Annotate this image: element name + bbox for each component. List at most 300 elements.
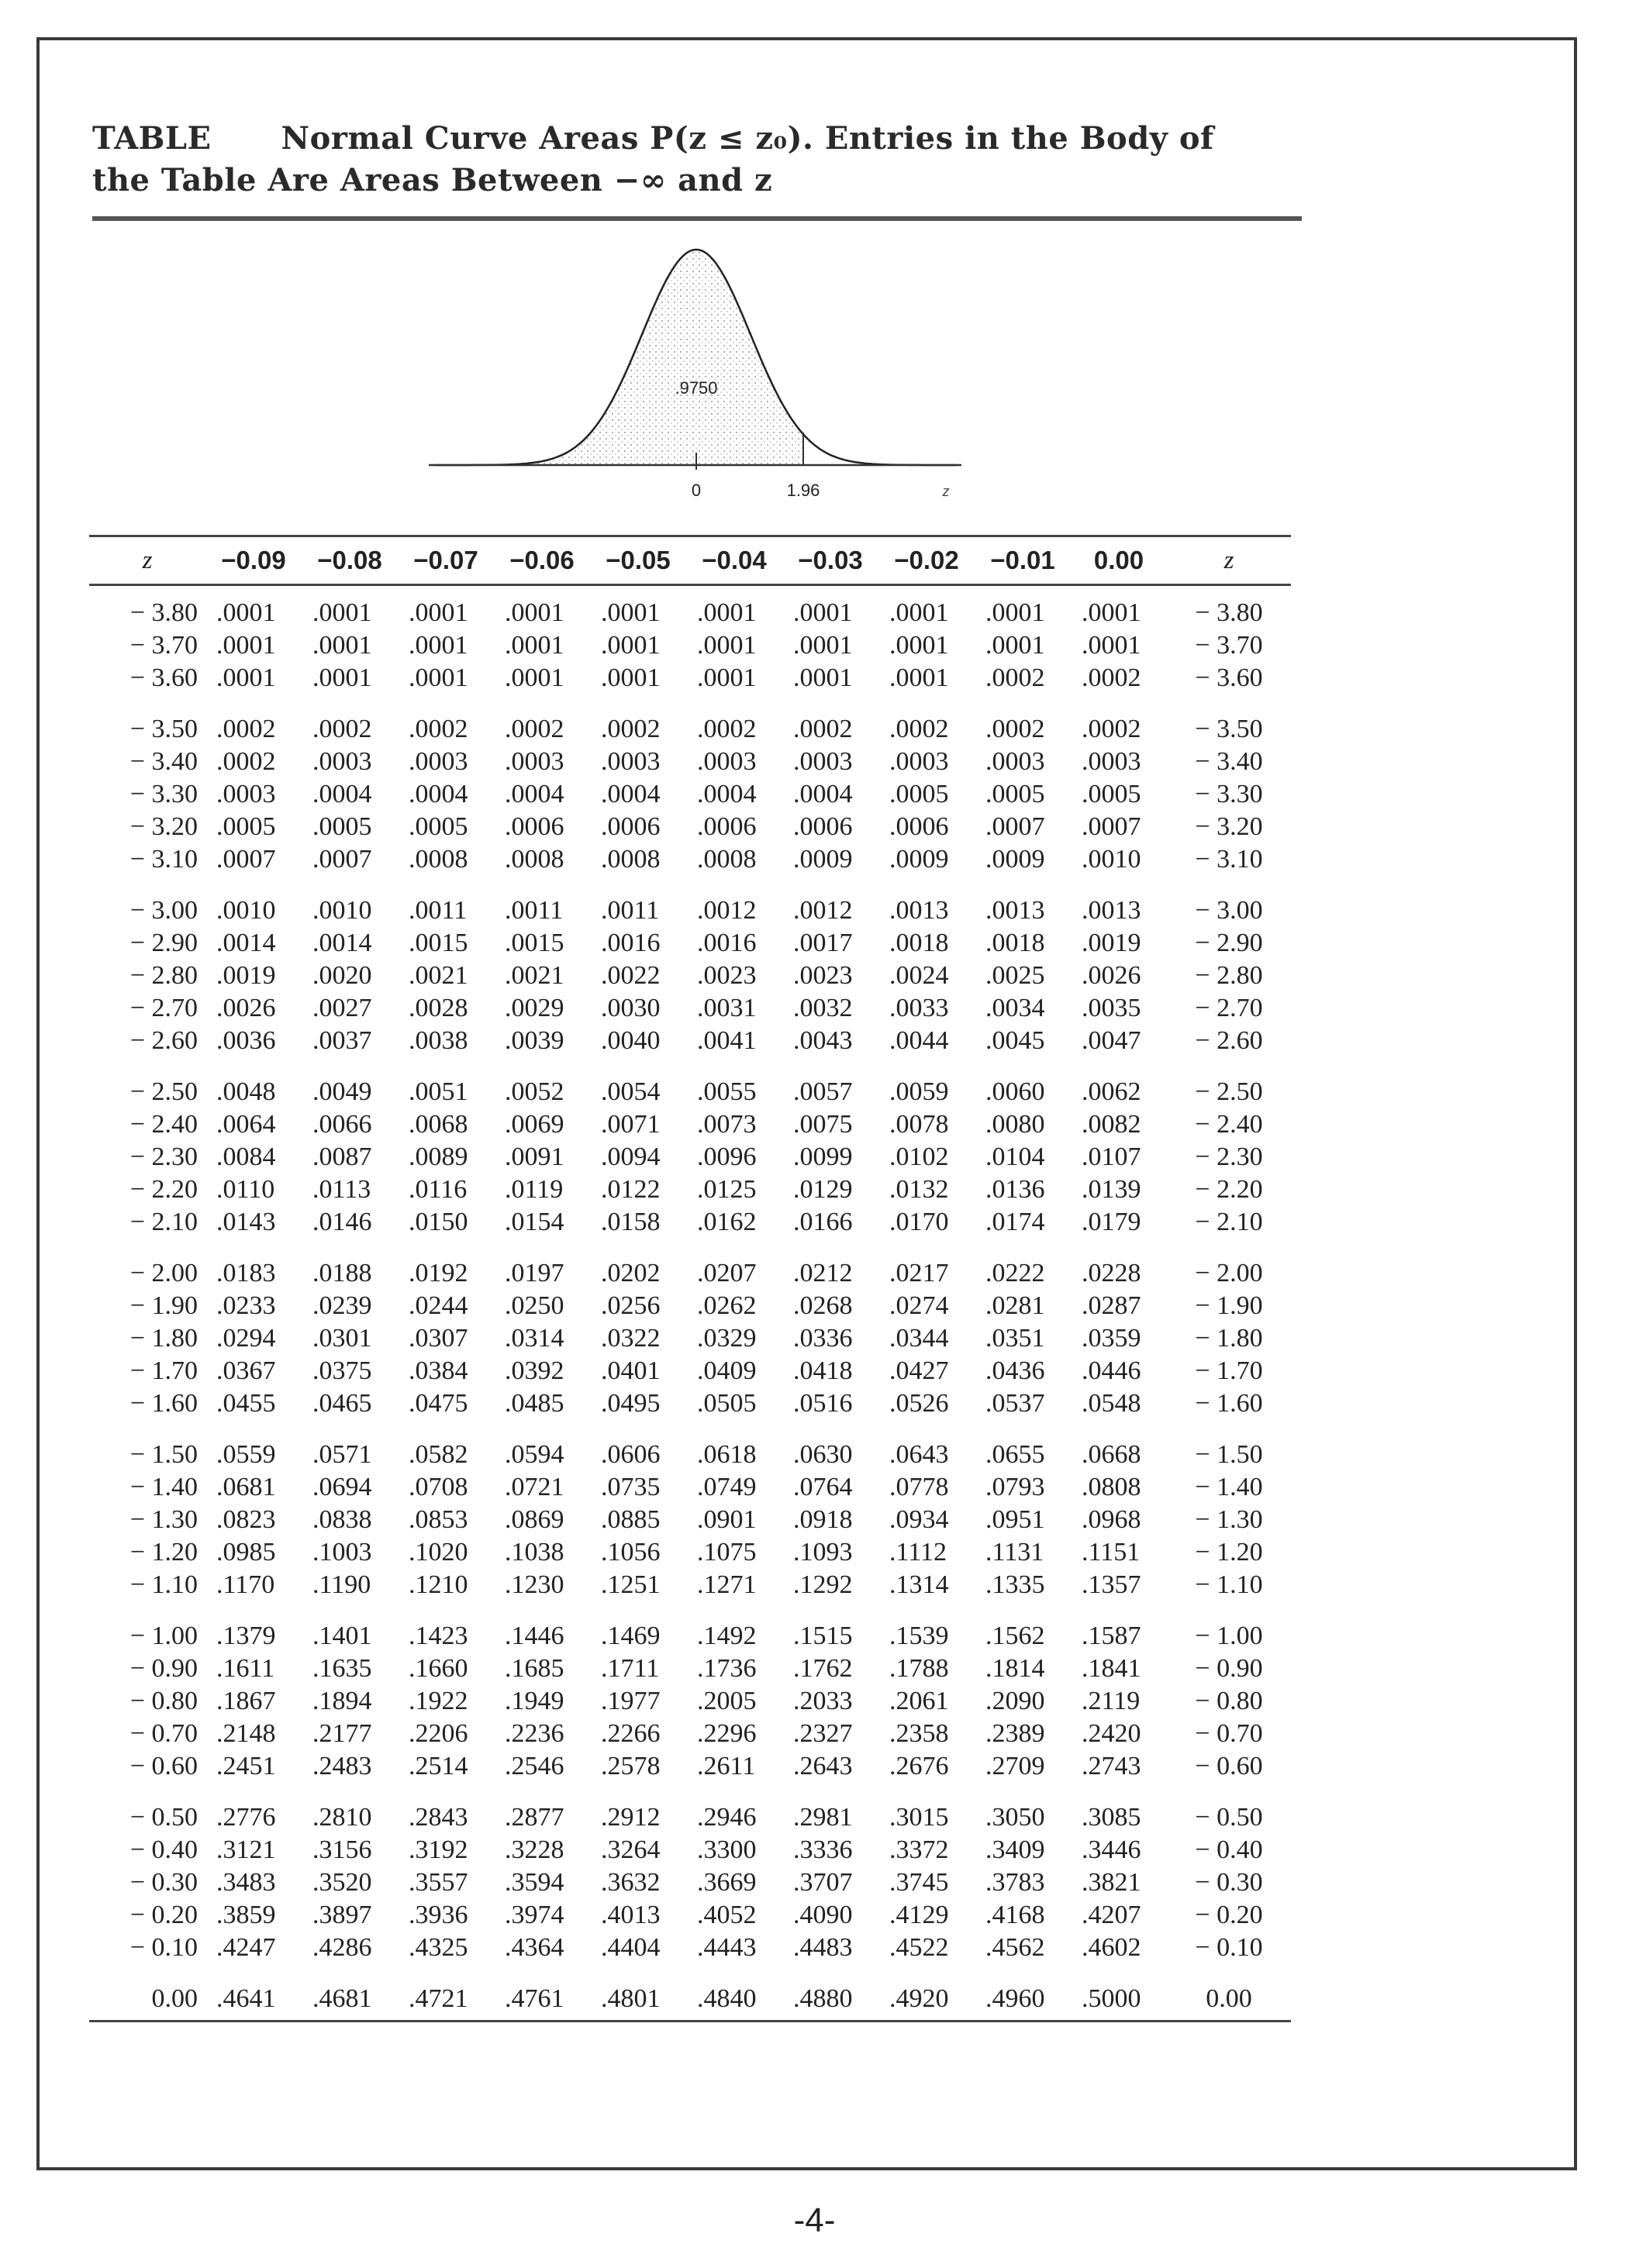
z-value-cell: − 3.20: [129, 812, 198, 841]
area-cell: .0764: [793, 1473, 853, 1501]
area-cell: .3336: [793, 1835, 853, 1864]
area-cell: .0146: [312, 1208, 372, 1236]
area-cell: .1190: [312, 1570, 371, 1599]
area-cell: .0749: [697, 1473, 757, 1501]
area-cell: .0934: [889, 1505, 949, 1534]
area-cell: .2236: [505, 1719, 564, 1748]
area-cell: .2451: [216, 1752, 276, 1780]
area-cell: .2005: [697, 1687, 757, 1715]
z-value-cell: − 3.80: [129, 598, 198, 627]
area-cell: .0011: [409, 896, 468, 925]
area-cell: .0233: [216, 1291, 276, 1320]
area-cell: .0002: [1082, 715, 1141, 743]
area-cell: .0367: [216, 1356, 276, 1385]
area-cell: .2643: [793, 1752, 853, 1780]
area-cell: .2611: [697, 1752, 756, 1780]
z-value-cell-right: − 2.30: [1195, 1143, 1263, 1171]
area-cell: .0008: [409, 845, 468, 874]
column-header: −0.05: [590, 536, 686, 585]
area-cell: .0043: [793, 1026, 853, 1055]
area-cell: .1075: [697, 1538, 757, 1567]
area-cell: .0122: [601, 1175, 661, 1204]
area-cell: .0001: [697, 631, 757, 660]
area-cell: .3121: [216, 1835, 276, 1864]
area-cell: .0244: [409, 1291, 468, 1320]
z-value-cell: − 3.50: [129, 715, 198, 743]
table-row: [89, 1504, 1291, 1536]
area-cell: .0110: [216, 1175, 275, 1204]
area-cell: .0918: [793, 1505, 853, 1534]
area-cell: .0001: [505, 664, 564, 692]
area-cell: .0002: [985, 715, 1045, 743]
table-row: [89, 1355, 1291, 1387]
area-cell: .0035: [1082, 994, 1141, 1022]
area-cell: .0034: [985, 994, 1045, 1022]
area-cell: .1151: [1082, 1538, 1141, 1567]
area-cell: .1762: [793, 1654, 853, 1683]
area-cell: .1922: [409, 1687, 468, 1715]
area-cell: .2843: [409, 1803, 468, 1832]
area-cell: .3557: [409, 1868, 468, 1897]
table-row: [89, 1601, 1291, 1653]
area-cell: .0384: [409, 1356, 468, 1385]
area-cell: .0197: [505, 1259, 564, 1287]
area-cell: .1660: [409, 1654, 468, 1683]
table-row: [89, 1206, 1291, 1239]
area-cell: .0003: [985, 747, 1045, 776]
area-cell: .0003: [697, 747, 757, 776]
area-cell: .1038: [505, 1538, 564, 1567]
area-cell: .0048: [216, 1077, 276, 1106]
table-row: [89, 629, 1291, 662]
area-cell: .0102: [889, 1143, 949, 1171]
area-cell: .0032: [793, 994, 853, 1022]
area-cell: .0013: [889, 896, 949, 925]
z-value-cell: − 1.40: [129, 1473, 198, 1501]
z-value-cell: − 2.30: [129, 1143, 198, 1171]
z-value-cell: − 1.60: [129, 1389, 198, 1418]
area-label: .9750: [675, 378, 718, 398]
area-cell: .0823: [216, 1505, 276, 1534]
area-cell: .0019: [1082, 929, 1141, 957]
table-row: [89, 695, 1291, 746]
table-row: [89, 992, 1291, 1025]
z-value-cell: − 2.50: [129, 1077, 198, 1106]
table-row: [89, 876, 1291, 927]
z-value-cell: − 2.70: [129, 994, 198, 1022]
area-cell: .3707: [793, 1868, 853, 1897]
area-cell: .0055: [697, 1077, 757, 1106]
area-cell: .0001: [697, 598, 757, 627]
area-cell: .1894: [312, 1687, 372, 1715]
area-cell: .1949: [505, 1687, 564, 1715]
area-cell: .0071: [601, 1110, 661, 1139]
z-value-cell: − 0.50: [129, 1803, 198, 1832]
z-value-cell: − 1.00: [129, 1622, 198, 1650]
area-cell: .0015: [505, 929, 564, 957]
table-row: [89, 1290, 1291, 1322]
z-value-cell: − 3.40: [129, 747, 198, 776]
area-cell: .0012: [793, 896, 853, 925]
area-cell: .0008: [697, 845, 757, 874]
area-cell: .2981: [793, 1803, 853, 1832]
area-cell: .0708: [409, 1473, 468, 1501]
area-cell: .0002: [312, 715, 372, 743]
area-cell: .0057: [793, 1077, 853, 1106]
z-value-cell-right: − 2.60: [1195, 1026, 1263, 1055]
column-header: −0.07: [398, 536, 494, 585]
z-value-cell: − 1.50: [129, 1440, 198, 1469]
area-cell: .0029: [505, 994, 564, 1022]
z-value-cell: − 0.10: [129, 1933, 198, 1962]
area-cell: .0582: [409, 1440, 468, 1469]
area-cell: .2743: [1082, 1752, 1141, 1780]
area-cell: .0401: [601, 1356, 661, 1385]
area-cell: .1814: [985, 1654, 1045, 1683]
area-cell: .0516: [793, 1389, 853, 1418]
area-cell: .0001: [1082, 631, 1141, 660]
area-cell: .0001: [793, 598, 853, 627]
area-cell: .0013: [985, 896, 1045, 925]
area-cell: .0013: [1082, 896, 1141, 925]
table-row: [89, 1239, 1291, 1290]
area-cell: .2676: [889, 1752, 949, 1780]
area-cell: .4801: [590, 1964, 686, 2022]
area-cell: .1711: [601, 1654, 660, 1683]
area-cell: .2358: [889, 1719, 949, 1748]
table-row: [89, 960, 1291, 992]
area-cell: .0005: [216, 812, 276, 841]
area-cell: .0375: [312, 1356, 372, 1385]
area-cell: .0089: [409, 1143, 468, 1171]
area-cell: .3409: [985, 1835, 1045, 1864]
area-cell: .3974: [505, 1901, 564, 1929]
z-value-cell-right: − 0.70: [1195, 1719, 1263, 1748]
table-title: [92, 118, 1302, 202]
area-cell: .0084: [216, 1143, 276, 1171]
area-cell: .0262: [697, 1291, 757, 1320]
area-cell: .1492: [697, 1622, 757, 1650]
area-cell: .1977: [601, 1687, 661, 1715]
area-cell: .3050: [985, 1803, 1045, 1832]
area-cell: .3897: [312, 1901, 372, 1929]
area-cell: .4443: [697, 1933, 757, 1962]
area-cell: .0047: [1082, 1026, 1141, 1055]
area-cell: .0039: [505, 1026, 564, 1055]
area-cell: .1335: [985, 1570, 1045, 1599]
area-cell: .4522: [889, 1933, 949, 1962]
z-value-cell-right: − 1.90: [1195, 1291, 1263, 1320]
z-value-cell: − 2.40: [129, 1110, 198, 1139]
z-value-cell: − 2.90: [129, 929, 198, 957]
table-row: [89, 1783, 1291, 1834]
table-body: [89, 585, 1291, 2022]
area-cell: .0174: [985, 1208, 1045, 1236]
z-value-cell-right: − 3.30: [1195, 780, 1263, 808]
area-cell: .0427: [889, 1356, 949, 1385]
normal-table: [89, 535, 1291, 2022]
z-value-cell-right: − 2.90: [1195, 929, 1263, 957]
area-cell: .1788: [889, 1654, 949, 1683]
title-rule: [92, 216, 1302, 221]
z-value-cell: − 2.60: [129, 1026, 198, 1055]
area-cell: .0001: [889, 598, 949, 627]
axis-label-z: z: [942, 484, 950, 499]
area-cell: .0096: [697, 1143, 757, 1171]
area-cell: .0735: [601, 1473, 661, 1501]
area-cell: .0188: [312, 1259, 372, 1287]
area-cell: .4920: [878, 1964, 975, 2022]
area-cell: .0951: [985, 1505, 1045, 1534]
area-cell: .2776: [216, 1803, 276, 1832]
area-cell: .0107: [1082, 1143, 1141, 1171]
area-cell: .1112: [889, 1538, 947, 1567]
z-value-cell-right: − 1.50: [1195, 1440, 1263, 1469]
area-cell: .0643: [889, 1440, 949, 1469]
area-cell: .0351: [985, 1324, 1045, 1353]
area-cell: .1611: [216, 1654, 275, 1683]
area-cell: .0002: [1082, 664, 1141, 692]
area-cell: .0007: [985, 812, 1045, 841]
area-cell: .0001: [985, 631, 1045, 660]
area-cell: .0082: [1082, 1110, 1141, 1139]
area-cell: .0003: [312, 747, 372, 776]
area-cell: .0022: [601, 961, 661, 990]
area-cell: .0301: [312, 1324, 372, 1353]
area-cell: .2546: [505, 1752, 564, 1780]
area-cell: .1867: [216, 1687, 276, 1715]
area-cell: .0021: [505, 961, 564, 990]
area-cell: .1093: [793, 1538, 853, 1567]
area-cell: .0068: [409, 1110, 468, 1139]
area-cell: .0006: [601, 812, 661, 841]
table-row: [89, 843, 1291, 876]
area-cell: .0005: [889, 780, 949, 808]
table-row: [89, 1932, 1291, 1964]
area-cell: .0003: [409, 747, 468, 776]
area-cell: .0001: [889, 631, 949, 660]
area-cell: .4325: [409, 1933, 468, 1962]
table-row: [89, 1322, 1291, 1355]
z-value-cell: − 1.70: [129, 1356, 198, 1385]
column-header: −0.01: [975, 536, 1071, 585]
z-value-cell: − 0.20: [129, 1901, 198, 1929]
area-cell: .1401: [312, 1622, 372, 1650]
area-cell: .0001: [505, 631, 564, 660]
table-row: [89, 1653, 1291, 1685]
area-cell: .1003: [312, 1538, 372, 1567]
area-cell: .0526: [889, 1389, 949, 1418]
area-cell: .4840: [686, 1964, 782, 2022]
area-cell: .0049: [312, 1077, 372, 1106]
table-row: [89, 1685, 1291, 1718]
area-cell: .0001: [409, 631, 468, 660]
area-cell: .0001: [985, 598, 1045, 627]
area-cell: .3594: [505, 1868, 564, 1897]
area-cell: .0006: [697, 812, 757, 841]
area-cell: .1515: [793, 1622, 853, 1650]
area-cell: .4404: [601, 1933, 661, 1962]
area-cell: .1841: [1082, 1654, 1141, 1683]
area-cell: .0018: [985, 929, 1045, 957]
area-cell: .3372: [889, 1835, 949, 1864]
table-row: [89, 1718, 1291, 1750]
area-cell: .0001: [889, 664, 949, 692]
area-cell: .0002: [216, 715, 276, 743]
area-cell: .0222: [985, 1259, 1045, 1287]
area-cell: .0080: [985, 1110, 1045, 1139]
area-cell: .4641: [205, 1964, 302, 2022]
area-cell: .1251: [601, 1570, 661, 1599]
area-cell: .0256: [601, 1291, 661, 1320]
area-cell: .0002: [985, 664, 1045, 692]
column-header: −0.04: [686, 536, 782, 585]
z-value-cell-right: − 1.30: [1195, 1505, 1263, 1534]
area-cell: .4602: [1082, 1933, 1141, 1962]
area-cell: .0548: [1082, 1389, 1141, 1418]
z-value-cell: − 0.90: [129, 1654, 198, 1683]
area-cell: .0005: [985, 780, 1045, 808]
area-cell: .4013: [601, 1901, 661, 1929]
z-value-cell: − 1.30: [129, 1505, 198, 1534]
z-value-cell-right: − 0.10: [1195, 1933, 1263, 1962]
area-cell: .2578: [601, 1752, 661, 1780]
area-cell: .0001: [505, 598, 564, 627]
area-cell: .0004: [409, 780, 468, 808]
area-cell: .0202: [601, 1259, 661, 1287]
area-cell: .4721: [398, 1964, 494, 2022]
area-cell: .0571: [312, 1440, 372, 1469]
z-value-cell-right: − 2.80: [1195, 961, 1263, 990]
area-cell: .4364: [505, 1933, 564, 1962]
area-cell: .1539: [889, 1622, 949, 1650]
area-cell: .1423: [409, 1622, 468, 1650]
area-cell: .0031: [697, 994, 757, 1022]
column-header: z: [1167, 536, 1291, 585]
area-cell: .1210: [409, 1570, 468, 1599]
area-cell: .0001: [409, 664, 468, 692]
area-cell: .4761: [494, 1964, 590, 2022]
area-cell: .0336: [793, 1324, 853, 1353]
area-cell: .1357: [1082, 1570, 1141, 1599]
area-cell: .0392: [505, 1356, 564, 1385]
area-cell: .0009: [985, 845, 1045, 874]
shaded-area: [436, 250, 802, 465]
column-header: −0.09: [205, 536, 302, 585]
area-cell: .0002: [697, 715, 757, 743]
area-cell: .0132: [889, 1175, 949, 1204]
z-value-cell: − 0.60: [129, 1752, 198, 1780]
area-cell: .0001: [697, 664, 757, 692]
area-cell: .0016: [697, 929, 757, 957]
table-row: [89, 746, 1291, 778]
z-value-cell: − 3.30: [129, 780, 198, 808]
area-cell: .4168: [985, 1901, 1045, 1929]
area-cell: .2946: [697, 1803, 757, 1832]
area-cell: .0004: [793, 780, 853, 808]
area-cell: .3669: [697, 1868, 757, 1897]
area-cell: .0119: [505, 1175, 564, 1204]
z-value-cell-right: − 1.20: [1195, 1538, 1263, 1567]
area-cell: .0026: [1082, 961, 1141, 990]
area-cell: .1271: [697, 1570, 757, 1599]
area-cell: .1020: [409, 1538, 468, 1567]
area-cell: .0023: [793, 961, 853, 990]
area-cell: .0003: [216, 780, 276, 808]
area-cell: .0183: [216, 1259, 276, 1287]
area-cell: .1056: [601, 1538, 661, 1567]
table-row: [89, 927, 1291, 960]
area-cell: .0537: [985, 1389, 1045, 1418]
z-value-cell-right: − 2.70: [1195, 994, 1263, 1022]
area-cell: .0838: [312, 1505, 372, 1534]
area-cell: .0150: [409, 1208, 468, 1236]
column-header: −0.02: [878, 536, 975, 585]
area-cell: .0073: [697, 1110, 757, 1139]
area-cell: .2483: [312, 1752, 372, 1780]
column-header: −0.06: [494, 536, 590, 585]
area-cell: .0011: [505, 896, 564, 925]
area-cell: .2119: [1082, 1687, 1141, 1715]
area-cell: .3783: [985, 1868, 1045, 1897]
z-value-cell-right: − 0.60: [1195, 1752, 1263, 1780]
area-cell: .0026: [216, 994, 276, 1022]
area-cell: .1635: [312, 1654, 372, 1683]
area-cell: .0446: [1082, 1356, 1141, 1385]
area-cell: .2090: [985, 1687, 1045, 1715]
z-value-cell: − 3.00: [129, 896, 198, 925]
area-cell: .3859: [216, 1901, 276, 1929]
area-cell: .0024: [889, 961, 949, 990]
area-cell: .0025: [985, 961, 1045, 990]
area-cell: .0228: [1082, 1259, 1141, 1287]
area-cell: .0027: [312, 994, 372, 1022]
table-header-row: [89, 536, 1291, 585]
area-cell: .1314: [889, 1570, 949, 1599]
area-cell: .0618: [697, 1440, 757, 1469]
area-cell: .0655: [985, 1440, 1045, 1469]
area-cell: .0721: [505, 1473, 564, 1501]
area-cell: .4207: [1082, 1901, 1141, 1929]
area-cell: .0007: [1082, 812, 1141, 841]
area-cell: .0139: [1082, 1175, 1141, 1204]
area-cell: .4562: [985, 1933, 1045, 1962]
z-value-cell-right: − 3.00: [1195, 896, 1263, 925]
table-row: [89, 1387, 1291, 1420]
area-cell: .0322: [601, 1324, 661, 1353]
area-cell: .0113: [312, 1175, 371, 1204]
z-value-cell: − 2.00: [129, 1259, 198, 1287]
table-row: [89, 662, 1291, 695]
area-cell: .0436: [985, 1356, 1045, 1385]
z-value-cell: − 2.10: [129, 1208, 198, 1236]
area-cell: .0003: [793, 747, 853, 776]
area-cell: .3085: [1082, 1803, 1141, 1832]
z-value-cell: − 3.60: [129, 664, 198, 692]
area-cell: .0207: [697, 1259, 757, 1287]
area-cell: .0010: [1082, 845, 1141, 874]
area-cell: .0011: [601, 896, 660, 925]
table-label: TABLE: [92, 120, 212, 157]
area-cell: .0001: [216, 631, 276, 660]
area-cell: .0307: [409, 1324, 468, 1353]
z-value-cell-right: − 2.20: [1195, 1175, 1263, 1204]
z-value-cell-right: − 3.10: [1195, 845, 1263, 874]
area-cell: .3015: [889, 1803, 949, 1832]
area-cell: .0344: [889, 1324, 949, 1353]
area-cell: .3821: [1082, 1868, 1141, 1897]
area-cell: .4960: [975, 1964, 1071, 2022]
